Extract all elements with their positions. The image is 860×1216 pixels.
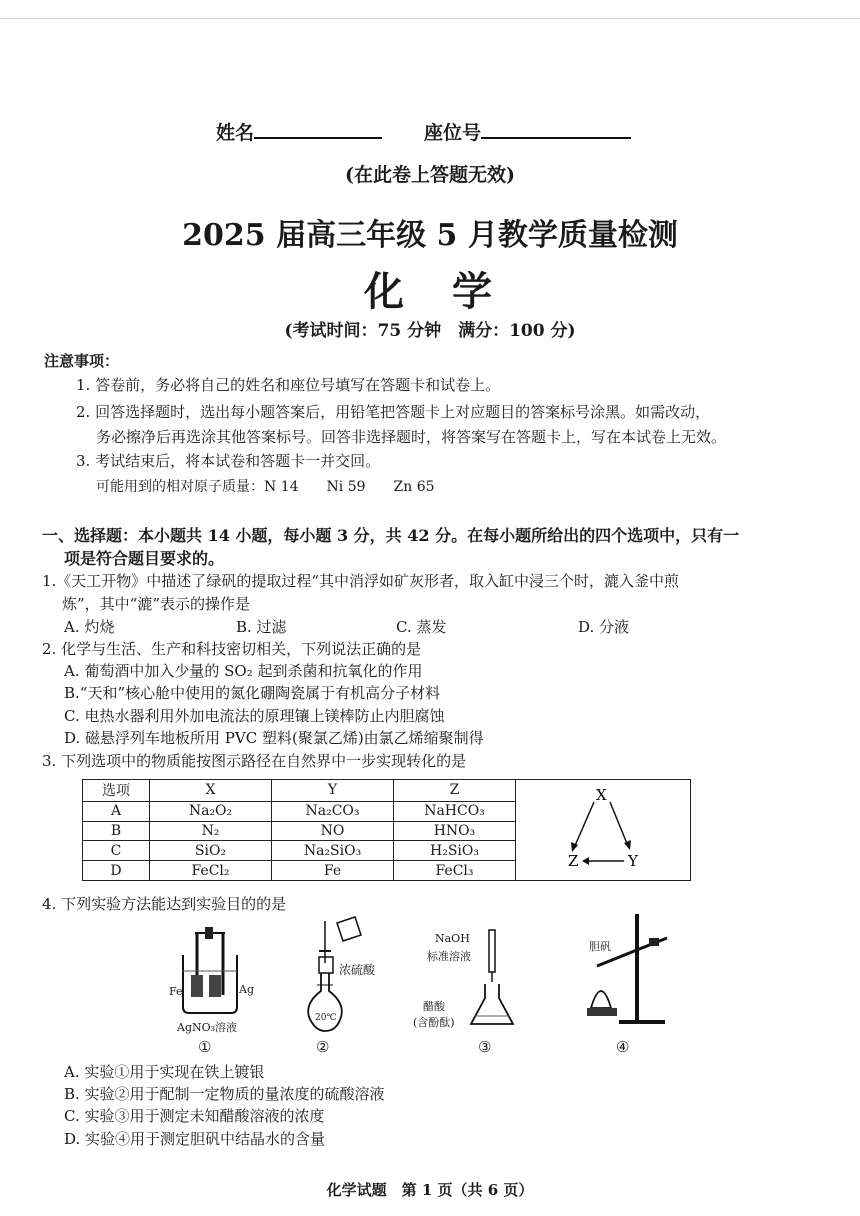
acid-label: 浓硫酸	[339, 963, 376, 977]
table-cell: H₂SiO₃	[394, 841, 516, 861]
arrowhead	[624, 840, 631, 850]
option[interactable]: D. 磁悬浮列车地板所用 PVC 塑料(聚氯乙烯)由氯乙烯缩聚制得	[64, 729, 484, 747]
option[interactable]: C. 蒸发	[396, 618, 447, 636]
node-z: Z	[568, 852, 579, 870]
question-stem: 3. 下列选项中的物质能按图示路径在自然界中一步实现转化的是	[42, 752, 467, 770]
option[interactable]: C. 实验③用于测定未知醋酸溶液的浓度	[64, 1107, 325, 1125]
section-title: 一、选择题：本小题共 14 小题，每小题 3 分，共 42 分。在每小题所给出的四个选项中，只有一	[42, 526, 740, 545]
option[interactable]: A. 灼烧	[64, 618, 115, 636]
exp-number: ①	[198, 1038, 212, 1056]
arrow-x-to-z	[574, 802, 594, 848]
table-cell: FeCl₃	[394, 861, 516, 881]
notice-item: 2. 回答选择题时，选出每小题答案后，用铅笔把答题卡上对应题目的答案标号涂黑。如需改动，	[76, 403, 711, 421]
node-x: X	[596, 786, 607, 804]
conversion-diagram	[520, 780, 686, 876]
experiment-1	[165, 925, 265, 1060]
exam-title: 2025 届高三年级 5 月教学质量检测	[182, 218, 678, 253]
table-cell: N₂	[150, 821, 272, 841]
exp-number: ④	[616, 1038, 630, 1056]
arrowhead	[582, 857, 589, 865]
table-cell: A	[83, 801, 150, 821]
table-cell: SiO₂	[150, 841, 272, 861]
notice-title: 注意事项：	[44, 352, 120, 370]
temp-label: 20℃	[315, 1013, 337, 1023]
notice-item: 1. 答卷前，务必将自己的姓名和座位号填写在答题卡和试卷上。	[76, 376, 501, 394]
invalid-note: (在此卷上答题无效)	[345, 164, 515, 186]
q3-table	[82, 779, 691, 881]
table-cell: Na₂SiO₃	[272, 841, 394, 861]
table-cell: HNO₃	[394, 821, 516, 841]
std-solution-label: 标准溶液	[427, 950, 471, 963]
table-cell: NO	[272, 821, 394, 841]
subject-title: 化 学	[364, 268, 496, 315]
seat-field	[424, 118, 631, 145]
experiment-4	[575, 908, 675, 1028]
table-cell: Na₂O₂	[150, 801, 272, 821]
table-header: 选项	[83, 780, 150, 802]
option[interactable]: C. 电热水器利用外加电流法的原理镶上镁棒防止内胆腐蚀	[64, 707, 445, 725]
name-label: 姓名	[216, 122, 255, 144]
q3-diagram-cell	[516, 780, 691, 881]
agno3-label: AgNO₃溶液	[177, 1021, 238, 1034]
name-blank[interactable]	[254, 119, 382, 139]
table-header: Y	[272, 780, 394, 802]
table-cell: FeCl₂	[150, 861, 272, 881]
option[interactable]: D. 分液	[578, 618, 630, 636]
table-cell: NaHCO₃	[394, 801, 516, 821]
section-title: 项是符合题目要求的。	[64, 549, 225, 568]
indicator-label: (含酚酞)	[413, 1016, 455, 1029]
option[interactable]: A. 实验①用于实现在铁上镀银	[64, 1063, 265, 1081]
option[interactable]: D. 实验④用于测定胆矾中结晶水的含量	[64, 1130, 326, 1148]
table-cell: Fe	[272, 861, 394, 881]
atomic-mass-note: 可能用到的相对原子质量：N 14 Ni 59 Zn 65	[96, 479, 435, 495]
table-cell: D	[83, 861, 150, 881]
naoh-label: NaOH	[435, 932, 470, 945]
question-stem: 炼”，其中“漉”表示的操作是	[62, 595, 251, 613]
page-top-border	[0, 18, 860, 19]
exp-number: ③	[478, 1038, 492, 1056]
table-cell: C	[83, 841, 150, 861]
seat-blank[interactable]	[481, 119, 631, 139]
table-header: X	[150, 780, 272, 802]
arrowhead	[571, 842, 578, 852]
option[interactable]: B.“天和”核心舱中使用的氮化硼陶瓷属于有机高分子材料	[64, 684, 441, 702]
ag-label: Ag	[239, 983, 254, 996]
seat-label: 座位号	[424, 122, 482, 144]
notice-item: 务必擦净后再选涂其他答案标号。回答非选择题时，将答案写在答题卡上，写在本试卷上无效。	[96, 428, 727, 446]
option[interactable]: A. 葡萄酒中加入少量的 SO₂ 起到杀菌和抗氧化的作用	[64, 662, 423, 680]
question-stem: 2. 化学与生活、生产和科技密切相关，下列说法正确的是	[42, 640, 422, 658]
table-header: Z	[394, 780, 516, 802]
acetic-acid-label: 醋酸	[423, 1000, 445, 1013]
option[interactable]: B. 过滤	[236, 618, 287, 636]
table-header-row	[83, 780, 691, 802]
experiment-3	[405, 928, 525, 1038]
bluestone-label: 胆矾	[589, 940, 611, 953]
table-cell: B	[83, 821, 150, 841]
experiment-2	[295, 913, 405, 1038]
test-tube-heating-icon	[575, 908, 675, 1028]
exp-number: ②	[316, 1038, 330, 1056]
name-field	[216, 118, 382, 145]
fe-label: Fe	[169, 985, 183, 998]
table-cell: Na₂CO₃	[272, 801, 394, 821]
option[interactable]: B. 实验②用于配制一定物质的量浓度的硫酸溶液	[64, 1085, 385, 1103]
exam-info: (考试时间：75 分钟 满分：100 分)	[284, 321, 576, 341]
question-stem: 4. 下列实验方法能达到实验目的的是	[42, 895, 287, 913]
notice-item: 3. 考试结束后，将本试卷和答题卡一并交回。	[76, 452, 381, 470]
electroplating-apparatus-icon	[165, 925, 265, 1025]
node-y: Y	[628, 852, 638, 870]
page-footer: 化学试题 第 1 页（共 6 页）	[326, 1181, 534, 1199]
question-stem: 1.《天工开物》中描述了绿矾的提取过程“其中消浮如矿灰形者，取入缸中浸三个时，漉入釜中煎	[42, 572, 679, 590]
arrow-x-to-y	[610, 802, 628, 846]
